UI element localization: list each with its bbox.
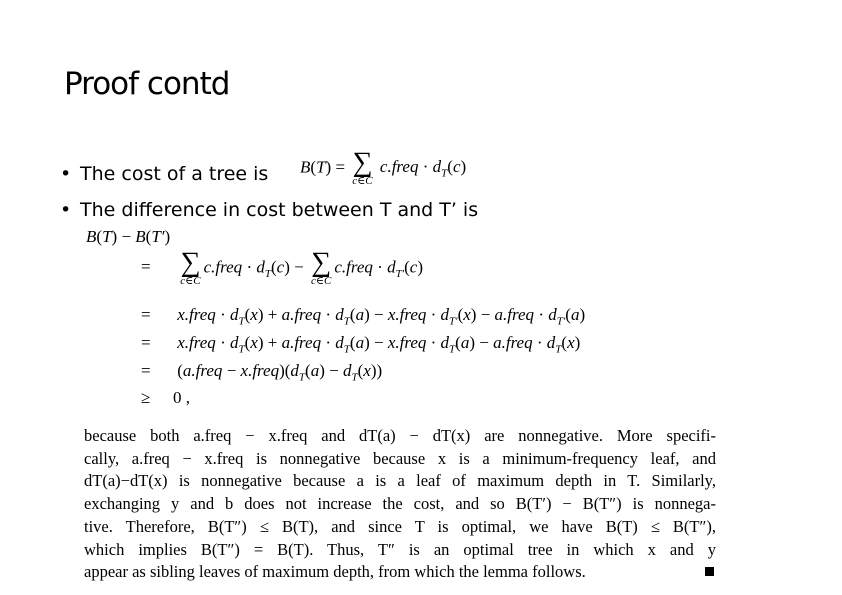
bullet-text: The cost of a tree is [80,163,269,185]
paragraph-line: exchanging y and b does not increase the cost, and so B(T′) − B(T″) is nonnega- [84,494,716,514]
derivation-header: B(T) − B(T′) [86,227,171,246]
slide-title: Proof contd [64,66,230,102]
derivation-row: = (a.freq − $x.freq)(d_T(a) - d_T(x))$ [141,361,383,384]
formula-lhs: B(T) = [300,157,346,177]
bullet-dot: • [60,163,72,185]
proof-paragraph [84,425,716,584]
paragraph-line: which implies B(T″) = B(T). Thus, T″ is an optimal tree in which x and y [84,539,716,559]
qed-square-icon [705,567,714,576]
derivation-row: = x.freq · $d_T(x)$ + a.freq · $d_T(a)$ − x.freq · $d_T(a)$ − a.freq · $d_T(x)$ [141,333,581,356]
bullet-dot: • [60,199,72,221]
paragraph-line: tive. Therefore, B(T″) ≤ B(T), and since T is optimal, we have B(T) ≤ B(T″), [84,516,716,536]
sigma-sum: ∑ c∈C [352,147,373,187]
paragraph-line: cally, a.freq − x.freq is nonnegative because x is a minimum-frequency leaf, and [84,448,716,468]
paragraph-line: dT(a)−dT(x) is nonnegative because a is a leaf of maximum depth in T. Similarly, [84,471,716,491]
formula-term: c.freq · $d_T(c)$ [379,157,467,180]
derivation-row: = ∑ c∈C c.freq · $d_T(c)$ − ∑ c∈C c.freq · $d_{T'}(c)$ [141,247,423,287]
paragraph-line: appear as sibling leaves of maximum depth, from which the lemma follows. [84,562,586,582]
derivation-row: ≥ 0 , [141,388,190,407]
paragraph-line: because both a.freq − x.freq and dT(a) − dT(x) are nonnegative. More specifi- [84,426,716,445]
derivation-row: = x.freq · $d_T(x)$ + a.freq · $d_T(a)$ − x.freq · $d_{T'}(x)$ − a.freq · $d_{T'}(a)$ [141,305,586,328]
bullet-difference [60,199,478,221]
cost-formula [300,147,467,187]
bullet-text: The difference in cost between T and T’ is [80,199,479,221]
bullet-cost [60,163,268,185]
